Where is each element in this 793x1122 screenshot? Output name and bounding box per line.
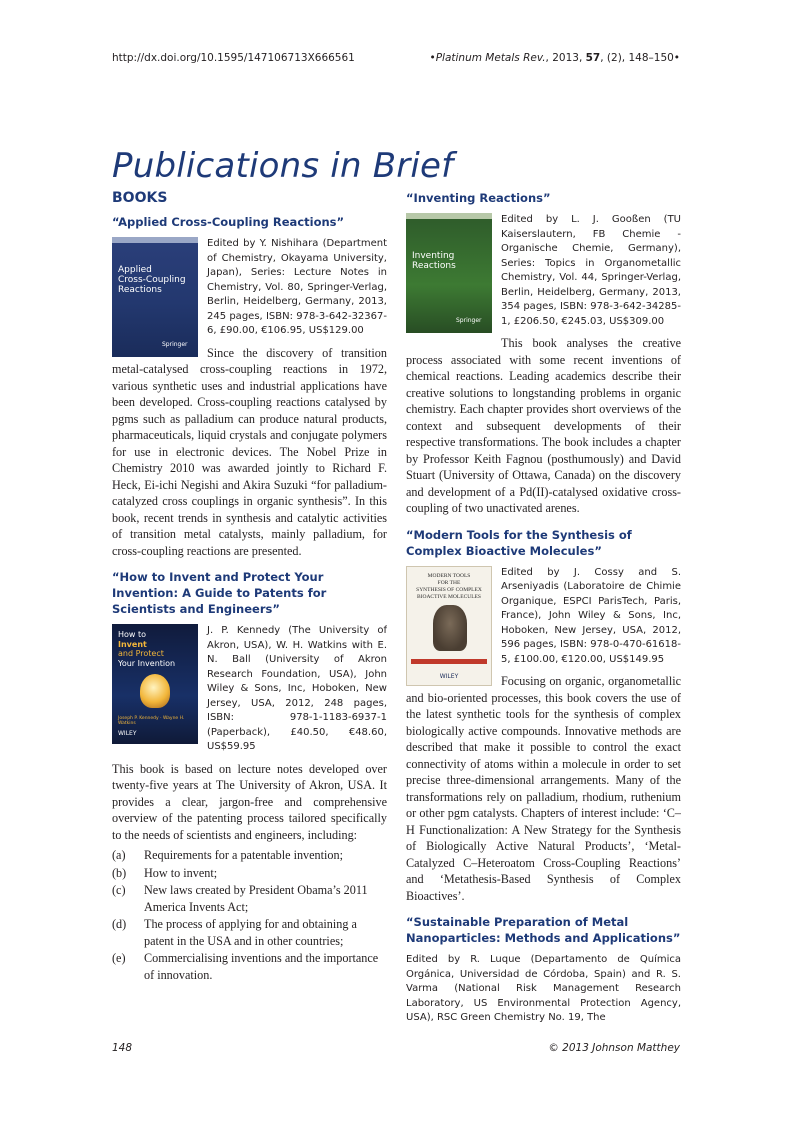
book-description: This book is based on lecture notes developed over twenty-five years at The University of Akron, USA. It provides a clear, jargon-free and comprehensive overview of the patenting process tailored specifically to the needs of scientists and engineers, including:: [112, 761, 387, 842]
cover-title-line: Inventing: [412, 251, 455, 261]
book-cover-image: [112, 237, 198, 357]
list-item: [112, 916, 387, 949]
cover-title-line: Reactions: [412, 261, 456, 271]
cover-publisher: Springer: [162, 341, 188, 348]
cover-title-line: MODERN TOOLS: [427, 572, 471, 579]
book-description: Since the discovery of transition metal-catalysed cross-coupling reactions in 1972, various synthetic uses and industrial applications have been developed. Cross-coupling reactions catalysed by pgms such as palladium can produce natural products, pharmaceuticals, liquid crystals and conjugate polymers for use in electronic devices. The Nobel Prize in Chemistry 2010 was awarded jointly to Richard F. Heck, Ei-ichi Negishi and Akira Suzuki “for palladium-catalyzed cross couplings in organic synthesis”. In this book, recent trends in synthesis and catalytic activities of transition metal catalysts, mainly palladium, for cross-coupling reactions are presented.: [112, 345, 387, 558]
book-details: Edited by L. J. Gooßen (TU Kaiserslautern, FB Chemie - Organische Chemie, Germany), Series: Topics in Organometallic Chemistry, Vol. 44, Springer-Verlag, Berlin, Heidelberg, Germany, 2013, 354 pages, ISBN: 978-3-642-34285-1, £206.50, €245.03, US$309.00: [501, 214, 681, 327]
light-bulb-icon: [140, 674, 170, 708]
list-item-text: Commercialising inventions and the importance of innovation.: [144, 951, 379, 982]
section-heading-books: BOOKS: [112, 190, 168, 206]
list-item-text: Requirements for a patentable invention;: [144, 848, 343, 862]
list-item: [112, 882, 387, 915]
book-entry-inventing-reactions: [406, 190, 681, 517]
cover-title-line: Reactions: [118, 285, 162, 295]
book-title: “Sustainable Preparation of Metal Nanoparticles: Methods and Applications”: [406, 915, 681, 945]
book-title: “Inventing Reactions”: [406, 191, 551, 205]
book-entry-sustainable-nanoparticles: [406, 914, 681, 1026]
book-title: “Modern Tools for the Synthesis of Complex Bioactive Molecules”: [406, 527, 632, 558]
page-title: Publications in Brief: [112, 146, 454, 186]
doi-link[interactable]: http://dx.doi.org/10.1595/147106713X666561: [112, 52, 355, 64]
list-item-text: The process of applying for and obtaining a patent in the USA and in other countries;: [144, 917, 357, 948]
cover-title-line: How to: [118, 630, 147, 639]
cover-title-line: Your Invention: [118, 658, 176, 668]
cover-title-line: and Protect: [118, 649, 164, 658]
cover-title-line: BIOACTIVE MOLECULES: [416, 593, 481, 600]
book-details: Edited by R. Luque (Departamento de Química Orgánica, Universidad de Córdoba, Spain) and R. S. Varma (National Risk Management Research Laboratory, US Environmental Protection Agency, USA), RSC Green Chemistry No. 19, The: [406, 954, 681, 1023]
book-cover-image: [406, 566, 492, 686]
cover-title-line: Applied: [118, 265, 152, 275]
statue-image: [433, 605, 467, 651]
book-entry-modern-tools: [406, 527, 681, 905]
list-marker: (d): [112, 917, 127, 931]
book-details: J. P. Kennedy (The University of Akron, USA), W. H. Watkins with E. N. Ball (University of Akron Research Foundation, USA), John Wiley & Sons, Inc, Hoboken, New Jersey, USA, 2012, 248 pages, ISBN: 978-1-1183-6937-1 (Paperback), £40.50, €48.60, US$59.95: [207, 625, 387, 752]
cover-authors: Joseph P. Kennedy · Wayne H. Watkins: [118, 716, 185, 726]
cover-title-line: Invent: [118, 639, 147, 649]
journal-volume: 57: [585, 52, 601, 64]
list-item: [112, 950, 387, 983]
cover-title-line: SYNTHESIS OF COMPLEX: [416, 586, 482, 593]
copyright-notice: © 2013 Johnson Matthey: [548, 1042, 680, 1054]
book-entry-how-to-invent: [112, 569, 387, 983]
list-item-text: How to invent;: [144, 865, 218, 880]
list-item: [112, 847, 387, 864]
list-marker: (b): [112, 865, 127, 880]
book-entry-applied-cross-coupling: [112, 214, 387, 559]
left-column: [112, 190, 387, 984]
cover-publisher: WILEY: [439, 672, 459, 680]
list-item-text: New laws created by President Obama’s 2011 America Invents Act;: [144, 883, 368, 914]
list-marker: (e): [112, 951, 126, 965]
book-cover-image: [406, 213, 492, 333]
book-details: Edited by J. Cossy and S. Arseniyadis (Laboratoire de Chimie Organique, ESPCI ParisTech, Paris, France), John Wiley & Sons, Inc, Hoboken, New Jersey, USA, 2012, 596 pages, ISBN: 978-0-470-61618-5, £100.00, €120.00, US$149.95: [501, 566, 681, 665]
right-column: [406, 190, 681, 1032]
journal-citation: [430, 52, 681, 64]
list-marker: (a): [112, 848, 126, 862]
cover-publisher: WILEY: [118, 730, 137, 737]
list-item: [112, 865, 387, 882]
page-number: 148: [112, 1042, 133, 1054]
cover-publisher: Springer: [456, 317, 482, 324]
list-marker: (c): [112, 883, 126, 897]
cover-title-line: Cross-Coupling: [118, 275, 186, 285]
journal-name: Platinum Metals Rev.: [435, 52, 546, 64]
book-description: Focusing on organic, organometallic and bio-oriented processes, this book covers the use of the latest synthetic tools for the synthesis of complex biologically active compounds. Innovative methods are described that make it possible to control the exact connectivity of atoms within a molecule in order to set precise three-dimensional arrangements. Many of the transformations rely on palladium, rhodium, ruthenium or other pgm catalysts. Chapters of interest include: ‘C–H Functionalization: A New Strategy for the Synthesis of Biologically Active Natural Products’, ‘Metal-Catalyzed C–Heteroatom Cross-Coupling Reactions’ and ‘Metathesis-Based Synthesis of Complex Bioactives’.: [406, 674, 681, 903]
book-title: “Applied Cross-Coupling Reactions”: [112, 215, 345, 229]
citation-rest: , (2), 148–150•: [600, 52, 680, 64]
book-cover-image: [112, 624, 198, 744]
citation-year: , 2013,: [545, 52, 586, 64]
book-title: “How to Invent and Protect Your Invention: A Guide to Patents for Scientists and Engineers”: [112, 570, 327, 616]
book-description: This book analyses the creative process associated with some recent inventions of chemical reactions. Leading academics describe their creative solutions to longstanding problems in organic chemistry. Each chapter provides short overviews of the context and subsequent developments of their respective transformations. The book includes a chapter by Professor Keith Fagnou (posthumously) and David Stuart (University of Ottawa, Canada) on the discovery and development of a Pd(II)-catalysed oxidative cross-coupling of two unactivated arenes.: [406, 336, 681, 515]
citation-prefix: •: [429, 52, 436, 64]
topic-list: [112, 847, 387, 983]
cover-title-line: FOR THE: [437, 579, 461, 586]
book-details: Edited by Y. Nishihara (Department of Chemistry, Okayama University, Japan), Series: Lecture Notes in Chemistry, Vol. 80, Springer-Verlag, Berlin, Heidelberg, Germany, 2013, 245 pages, ISBN: 978-3-642-32367-6, £90.00, €106.95, US$129.00: [207, 238, 387, 336]
